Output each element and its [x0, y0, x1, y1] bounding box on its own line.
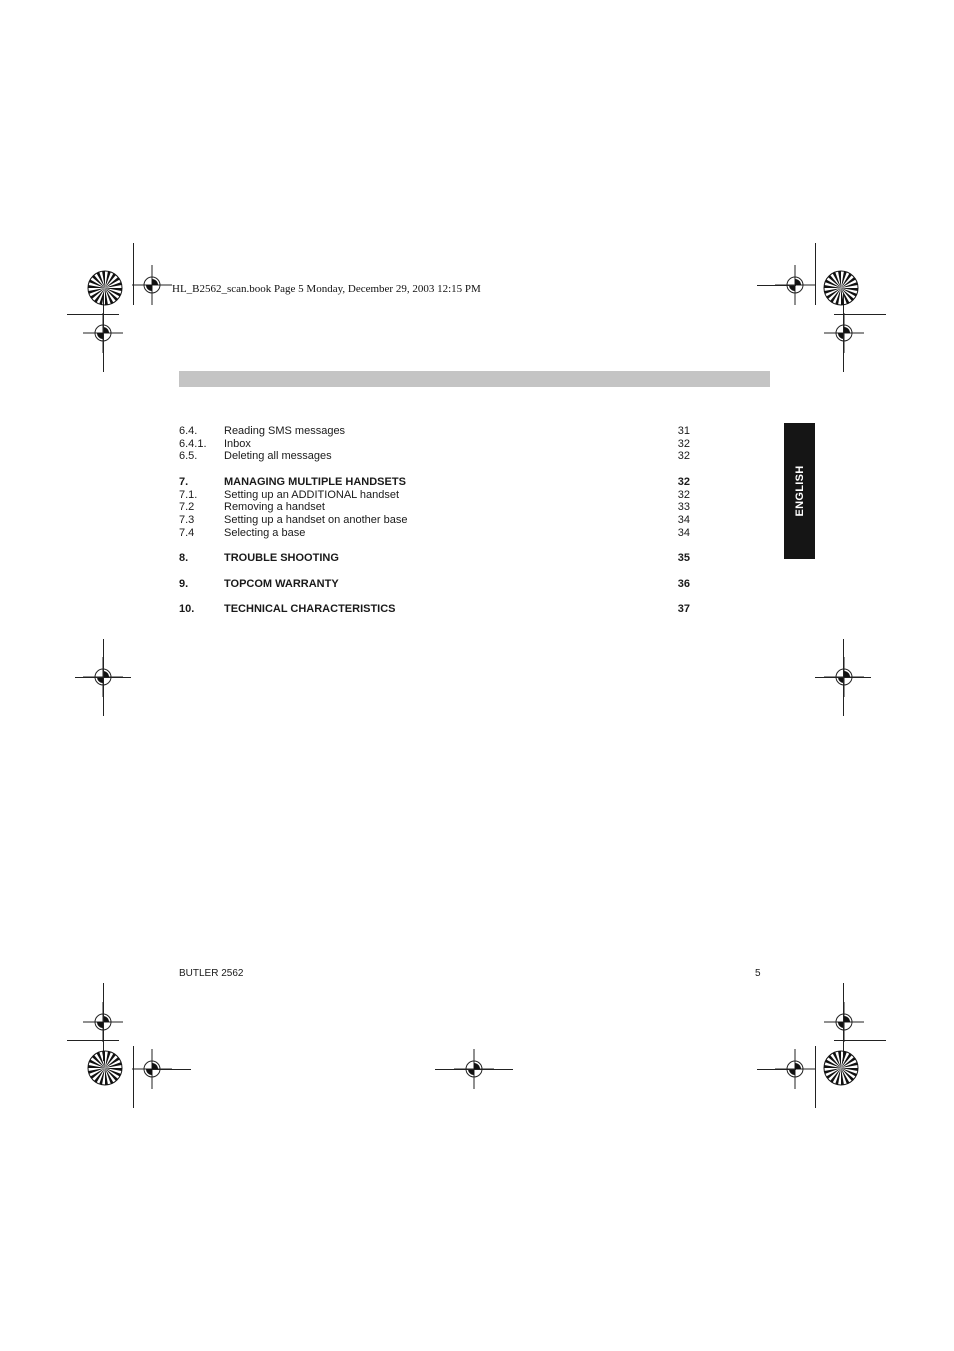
toc-entry [179, 425, 694, 438]
toc-page: 34 [677, 526, 690, 539]
toc-number: 7.3 [179, 514, 195, 527]
footer-page-number: 5 [755, 968, 761, 979]
toc-number: 7.2 [179, 501, 195, 514]
crop-line [152, 1069, 191, 1070]
star-target-icon [823, 1050, 859, 1086]
toc-title: TECHNICAL CHARACTERISTICS [224, 603, 396, 616]
table-of-contents [179, 425, 694, 616]
toc-number: 6.4. [179, 425, 198, 437]
toc-page: 31 [677, 425, 690, 437]
toc-chapter [179, 578, 694, 591]
toc-entry [179, 450, 694, 463]
toc-title: Selecting a base [224, 526, 306, 539]
footer-product-name: BUTLER 2562 [179, 968, 244, 979]
toc-page: 34 [677, 514, 690, 527]
toc-title: MANAGING MULTIPLE HANDSETS [224, 475, 406, 488]
toc-entry [179, 527, 694, 540]
toc-page: 35 [677, 552, 690, 565]
toc-title: Deleting all messages [224, 450, 332, 463]
toc-page: 32 [677, 488, 690, 501]
toc-page: 33 [677, 501, 690, 514]
toc-chapter [179, 476, 694, 489]
toc-entry [179, 514, 694, 527]
language-tab-label: ENGLISH [793, 465, 806, 517]
toc-number: 8. [179, 552, 189, 565]
toc-number: 6.4.1. [179, 437, 207, 450]
toc-entry [179, 438, 694, 451]
star-target-icon [87, 1050, 123, 1086]
toc-page: 32 [677, 450, 690, 463]
toc-number: 7. [179, 475, 189, 488]
toc-title: TROUBLE SHOOTING [224, 552, 339, 565]
registration-mark-icon [132, 265, 172, 305]
toc-entry [179, 489, 694, 502]
crop-line [815, 677, 871, 678]
toc-number: 6.5. [179, 450, 198, 463]
toc-entry [179, 501, 694, 514]
crop-line [815, 1046, 816, 1108]
toc-page: 36 [677, 577, 690, 590]
toc-number: 7.4 [179, 526, 195, 539]
toc-number: 7.1. [179, 488, 198, 501]
section-header-bar [179, 371, 770, 387]
toc-title: Setting up a handset on another base [224, 514, 408, 527]
toc-number: 10. [179, 603, 195, 616]
toc-title: Setting up an ADDITIONAL handset [224, 488, 400, 501]
crop-line [757, 285, 796, 286]
toc-page: 37 [677, 603, 690, 616]
toc-title: Inbox [224, 437, 251, 450]
language-tab [784, 423, 815, 559]
crop-line [435, 1069, 513, 1070]
crop-line [75, 677, 131, 678]
registration-mark-icon [824, 313, 864, 353]
star-target-icon [87, 270, 123, 306]
toc-title: TOPCOM WARRANTY [224, 577, 339, 590]
toc-page: 32 [677, 437, 690, 450]
toc-chapter [179, 552, 694, 565]
star-target-icon [823, 270, 859, 306]
registration-mark-icon [824, 1002, 864, 1042]
file-info-header: HL_B2562_scan.book Page 5 Monday, December 29, 2003 12:15 PM [172, 283, 481, 295]
toc-title: Removing a handset [224, 501, 325, 514]
toc-number: 9. [179, 577, 189, 590]
toc-page: 32 [677, 475, 690, 488]
crop-line [757, 1069, 796, 1070]
crop-line [815, 243, 816, 305]
toc-title: Reading SMS messages [224, 425, 346, 437]
toc-chapter [179, 603, 694, 616]
